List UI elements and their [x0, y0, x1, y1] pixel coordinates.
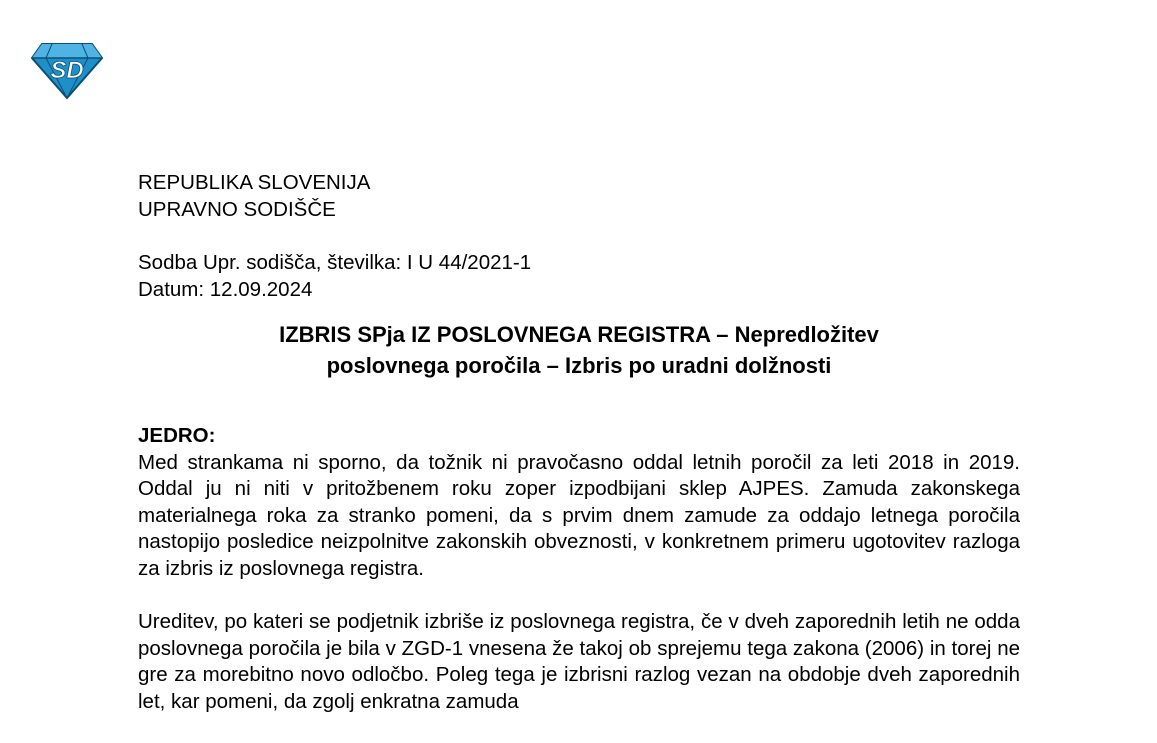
body-paragraph-2: Ureditev, po kateri se podjetnik izbriše iz poslovnega registra, če v dveh zaporednih letih ne odda poslovnega poročila je bila v ZGD-1 vnesena že takoj ob sprejemu tega zakona (2006) in torej ne gre za morebitno novo odločbo. Poleg tega je izbrisni razlog vezan na obdobje dveh zaporednih let, kar pomeni, da zgolj enkratna zamuda [138, 610, 1020, 713]
court-name-line: UPRAVNO SODIŠČE [138, 197, 336, 221]
document-title [138, 319, 1020, 381]
country-line: REPUBLIKA SLOVENIJA [138, 171, 371, 194]
case-number-line: Sodba Upr. sodišča, številka: I U 44/2021-1 [138, 251, 532, 274]
title-line-1: IZBRIS SPja IZ POSLOVNEGA REGISTRA – Nepredložitev [279, 322, 879, 347]
section-heading: JEDRO: [138, 424, 216, 447]
case-meta [138, 250, 1020, 303]
court-header [138, 170, 1020, 223]
title-line-2: poslovnega poročila – Izbris po uradni dolžnosti [326, 353, 832, 378]
sd-diamond-logo-icon [30, 40, 104, 100]
document-page [138, 170, 1020, 715]
svg-text:SD: SD [50, 57, 84, 84]
body-paragraph-1: Med strankama ni sporno, da tožnik ni pravočasno oddal letnih poročil za leti 2018 in 2019. Oddal ju ni niti v pritožbenem roku zoper izpodbijani sklep AJPES. Zamuda zakonskega materialnega roka za stranko pomeni, da s prvim dnem zamude za oddajo letnega poročila nastopijo posledice neizpolnitve zakonskih obveznosti, v konkretnem primeru ugotovitev razloga za izbris iz poslovnega registra. [138, 450, 1020, 580]
date-line: Datum: 12.09.2024 [138, 277, 313, 301]
